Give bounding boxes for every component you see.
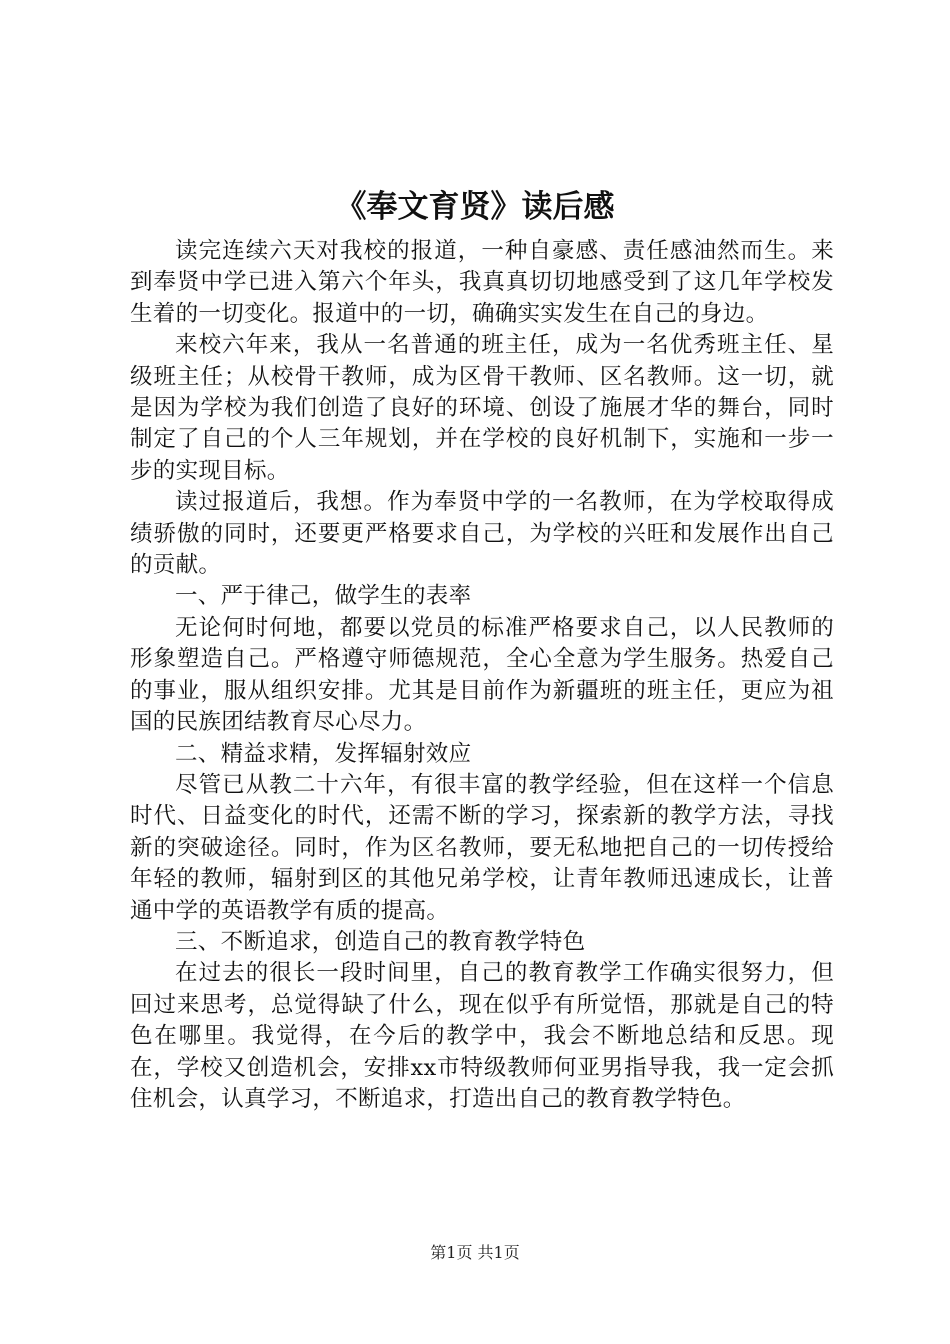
document-body (130, 236, 834, 1115)
paragraph-reflection: 读过报道后，我想。作为奉贤中学的一名教师，在为学校取得成绩骄傲的同时，还要更严格要求自己，为学校的兴旺和发展作出自己的贡献。 (130, 489, 834, 579)
section-heading-3: 三、不断追求，创造自己的教育教学特色 (175, 928, 586, 955)
page-number-footer: 第1页 共1页 (430, 1243, 520, 1262)
paragraph-six-years: 来校六年来，我从一名普通的班主任，成为一名优秀班主任、星级班主任；从校骨干教师，成为区骨干教师、区名教师。这一切，就是因为学校为我们创造了良好的环境、创设了施展才华的舞台，同时制定了自己的个人三年规划，并在学校的良好机制下，实施和一步一步的实现目标。 (130, 332, 834, 484)
section-heading-2: 二、精益求精，发挥辐射效应 (175, 740, 472, 767)
section-heading-1: 一、严于律己，做学生的表率 (175, 583, 472, 610)
paragraph-section-2: 尽管已从教二十六年，有很丰富的教学经验，但在这样一个信息时代、日益变化的时代，还需不断的学习，探索新的教学方法，寻找新的突破途径。同时，作为区名教师，要无私地把自己的一切传授给年轻的教师，辐射到区的其他兄弟学校，让青年教师迅速成长，让普通中学的英语教学有质的提高。 (130, 771, 834, 924)
document-title: 《奉文育贤》读后感 (335, 189, 615, 225)
paragraph-intro: 读完连续六天对我校的报道，一种自豪感、责任感油然而生。来到奉贤中学已进入第六个年头，我真真切切地感受到了这几年学校发生着的一切变化。报道中的一切，确确实实发生在自己的身边。 (130, 238, 834, 327)
paragraph-section-3: 在过去的很长一段时间里，自己的教育教学工作确实很努力，但回过来思考，总觉得缺了什么，现在似乎有所觉悟，那就是自己的特色在哪里。我觉得，在今后的教学中，我会不断地总结和反思。现在，学校又创造机会，安排xx市特级教师何亚男指导我，我一定会抓住机会，认真学习，不断追求，打造出自己的教育教学特色。 (130, 960, 834, 1112)
paragraph-section-1: 无论何时何地，都要以党员的标准严格要求自己，以人民教师的形象塑造自己。严格遵守师德规范，全心全意为学生服务。热爱自己的事业，服从组织安排。尤其是目前作为新疆班的班主任，更应为祖国的民族团结教育尽心尽力。 (130, 614, 834, 736)
